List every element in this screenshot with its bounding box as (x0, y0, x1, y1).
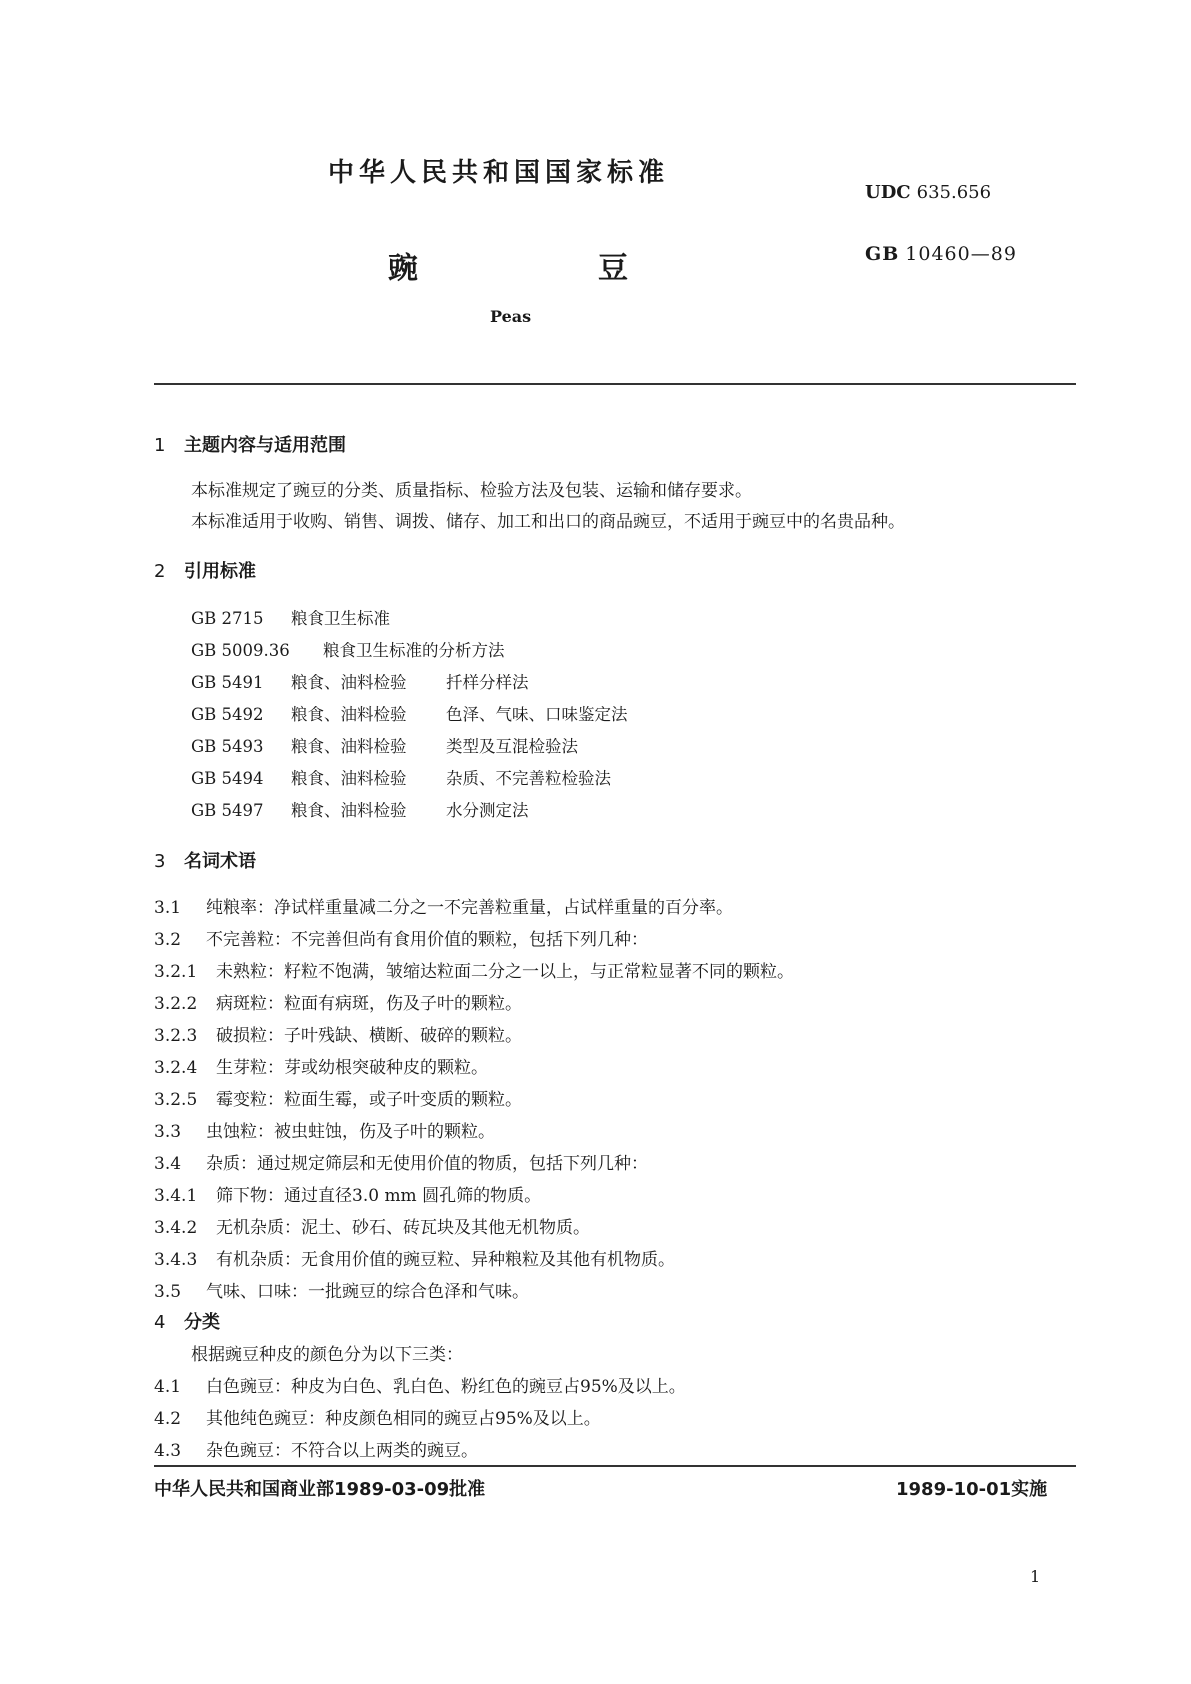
gb-label: GB (865, 243, 900, 265)
category-item: 4.2 其他纯色豌豆：种皮颜色相同的豌豆占95%及以上。 (154, 1409, 601, 1429)
reference-item: GB 5493 粮食、油料检验 类型及互混检验法 (191, 737, 578, 756)
doc-title: 豌豆 (388, 251, 808, 286)
gb-value: 10460—89 (905, 243, 1017, 265)
udc-value: 635.656 (916, 182, 992, 203)
udc-code (865, 182, 991, 203)
term-item: 3.5 气味、口味：一批豌豆的综合色泽和气味。 (154, 1282, 529, 1302)
term-item: 3.2.1 未熟粒：籽粒不饱满，皱缩达粒面二分之一以上，与正常粒显著不同的颗粒。 (154, 962, 794, 982)
term-item: 3.2.3 破损粒：子叶残缺、横断、破碎的颗粒。 (154, 1026, 522, 1046)
english-title: Peas (490, 307, 532, 326)
reference-item: GB 5491 粮食、油料检验 扦样分样法 (191, 673, 529, 692)
term-item: 3.2 不完善粒：不完善但尚有食用价值的颗粒，包括下列几种： (154, 930, 648, 950)
reference-item: GB 5009.36 粮食卫生标准的分析方法 (191, 641, 505, 660)
section-4-heading: 4 分类 (154, 1312, 220, 1333)
term-item: 3.4.1 筛下物：通过直径3.0 mm 圆孔筛的物质。 (154, 1186, 542, 1206)
term-item: 3.3 虫蚀粒：被虫蛀蚀，伤及子叶的颗粒。 (154, 1122, 495, 1142)
effective-date: 1989-10-01实施 (896, 1479, 1048, 1500)
term-item: 3.2.5 霉变粒：粒面生霉，或子叶变质的颗粒。 (154, 1090, 522, 1110)
category-item: 4.1 白色豌豆：种皮为白色、乳白色、粉红色的豌豆占95%及以上。 (154, 1377, 686, 1397)
section-3-heading: 3 名词术语 (154, 851, 256, 872)
section-1-para-1: 本标准规定了豌豆的分类、质量指标、检验方法及包装、运输和储存要求。 (191, 481, 752, 501)
category-item: 4.3 杂色豌豆：不符合以上两类的豌豆。 (154, 1441, 478, 1461)
gb-code (865, 243, 1017, 265)
term-item: 3.4.3 有机杂质：无食用价值的豌豆粒、异种粮粒及其他有机物质。 (154, 1250, 675, 1270)
section-4-intro: 根据豌豆种皮的颜色分为以下三类： (191, 1345, 463, 1365)
section-1-para-2: 本标准适用于收购、销售、调拨、储存、加工和出口的商品豌豆，不适用于豌豆中的名贵品种。 (191, 512, 905, 532)
reference-item: GB 5494 粮食、油料检验 杂质、不完善粒检验法 (191, 769, 611, 788)
org-title: 中华人民共和国国家标准 (328, 158, 670, 188)
term-item: 3.4 杂质：通过规定筛层和无使用价值的物质，包括下列几种： (154, 1154, 648, 1174)
page-number: 1 (1030, 1567, 1041, 1586)
udc-label: UDC (865, 182, 911, 203)
section-2-heading: 2 引用标准 (154, 561, 256, 582)
approval-line: 中华人民共和国商业部1989-03-09批准 (154, 1479, 486, 1500)
bottom-divider (154, 1465, 1076, 1467)
term-item: 3.4.2 无机杂质：泥土、砂石、砖瓦块及其他无机物质。 (154, 1218, 590, 1238)
term-item: 3.2.2 病斑粒：粒面有病斑，伤及子叶的颗粒。 (154, 994, 522, 1014)
term-item: 3.2.4 生芽粒：芽或幼根突破种皮的颗粒。 (154, 1058, 488, 1078)
reference-item: GB 5492 粮食、油料检验 色泽、气味、口味鉴定法 (191, 705, 628, 724)
section-1-heading: 1 主题内容与适用范围 (154, 435, 346, 456)
reference-item: GB 2715 粮食卫生标准 (191, 609, 390, 628)
top-divider (154, 383, 1076, 385)
term-item: 3.1 纯粮率：净试样重量减二分之一不完善粒重量，占试样重量的百分率。 (154, 898, 733, 918)
reference-item: GB 5497 粮食、油料检验 水分测定法 (191, 801, 529, 820)
